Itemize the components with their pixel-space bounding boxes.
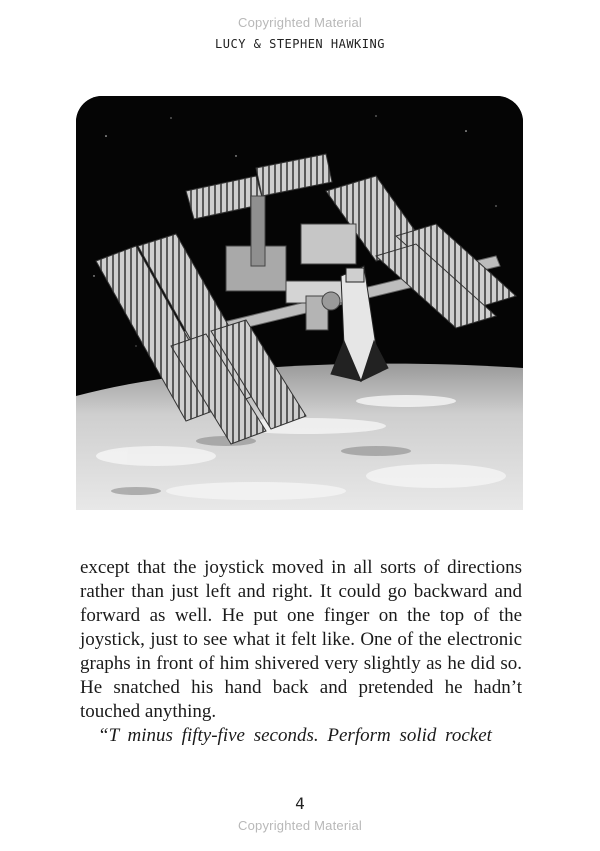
paragraph: except that the joystick moved in all sorts of directions rather than just left and right. It could go backward and forward as well. He put one finger on the top of the joystick, just to see what it felt like. One of the electronic graphs in front of him shivered very slightly as he did so. He snatched his hand back and pretended he hadn’t touched anything. [80, 557, 522, 722]
paragraph: “T minus fifty-five seconds. Perform solid rocket [98, 725, 492, 746]
body-text [80, 556, 522, 748]
copyright-watermark-top: Copyrighted Material [238, 15, 362, 30]
running-head: LUCY & STEPHEN HAWKING [215, 37, 385, 51]
space-station-illustration [76, 96, 523, 510]
copyright-watermark-bottom: Copyrighted Material [238, 818, 362, 833]
page-number: 4 [295, 794, 305, 813]
